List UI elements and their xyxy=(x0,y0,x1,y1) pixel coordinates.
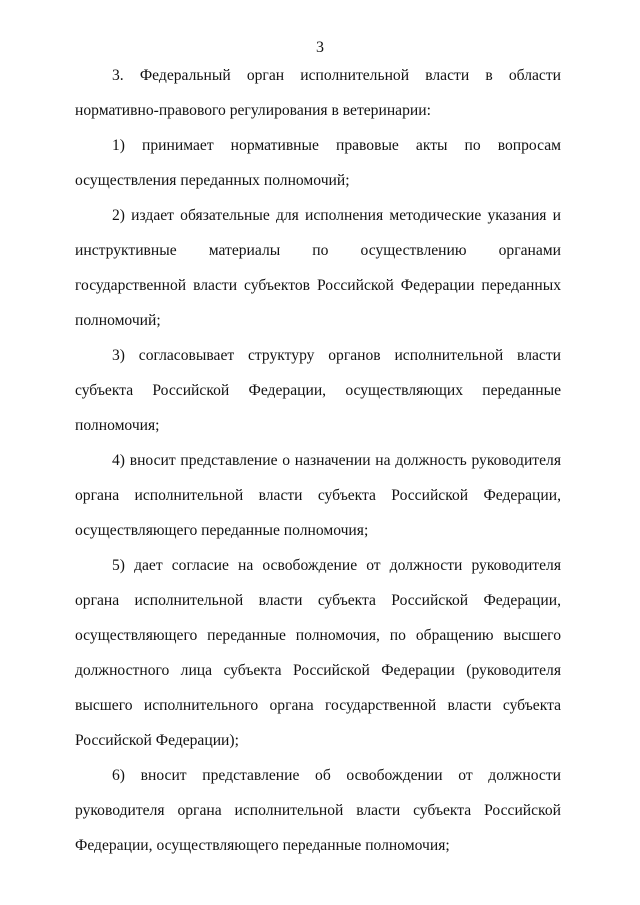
paragraph-item-1: 1) принимает нормативные правовые акты по вопросам осуществления переданных полномочий; xyxy=(75,137,561,189)
paragraph-item-6: 6) вносит представление об освобождении от должности руководителя органа исполнительной власти субъекта Российской Федерации, осуществляющего переданные полномочия; xyxy=(75,767,561,854)
paragraph-item-4: 4) вносит представление о назначении на должность руководителя органа исполнительной власти субъекта Российской Федерации, осуществляющего переданные полномочия; xyxy=(75,452,561,539)
paragraph-intro: 3. Федеральный орган исполнительной власти в области нормативно-правового регулирования в ветеринарии: xyxy=(75,67,561,119)
page-number: 3 xyxy=(316,39,324,56)
paragraph-item-3: 3) согласовывает структуру органов исполнительной власти субъекта Российской Федерации, осуществляющих переданные полномочия; xyxy=(75,347,561,434)
paragraph-item-2: 2) издает обязательные для исполнения методические указания и инструктивные материалы по осуществлению органами государственной власти субъектов Российской Федерации переданных полномочий; xyxy=(75,207,561,329)
document-body xyxy=(75,58,561,863)
paragraph-item-5: 5) дает согласие на освобождение от должности руководителя органа исполнительной власти субъекта Российской Федерации, осуществляющего переданные полномочия, по обращению высшего должностного лица субъекта Российской Федерации (руководителя высшего исполнительного органа государственной власти субъекта Российской Федерации); xyxy=(75,557,561,749)
